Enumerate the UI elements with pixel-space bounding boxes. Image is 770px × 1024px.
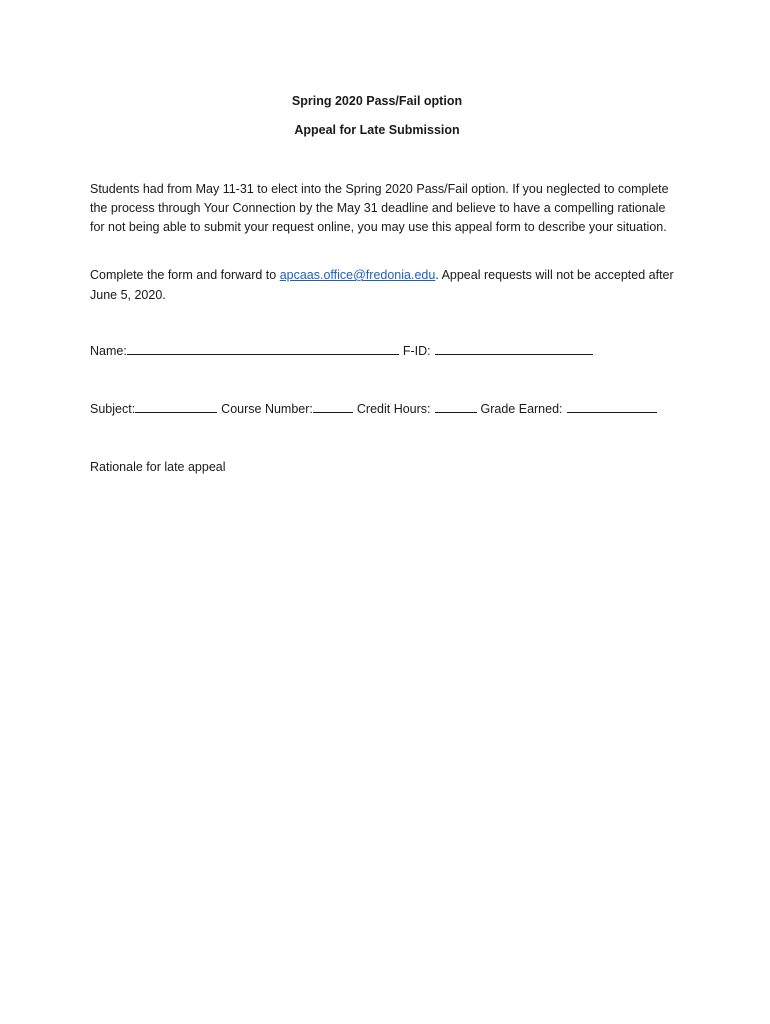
name-label: Name: [90, 344, 127, 358]
course-info-row [90, 401, 657, 416]
instructions-paragraph: Students had from May 11-31 to elect into the Spring 2020 Pass/Fail option. If you neglected to complete the process through Your Connection by the May 31 deadline and believe to have a compelling rationale for not being able to submit your request online, you may use this appeal form to describe your situation. [90, 182, 669, 234]
document-subtitle: Appeal for Late Submission [294, 123, 460, 137]
rationale-label: Rationale for late appeal [90, 460, 226, 474]
course-number-field[interactable] [313, 401, 353, 413]
document-title: Spring 2020 Pass/Fail option [291, 94, 463, 108]
grade-earned-label: Grade Earned: [480, 402, 563, 416]
email-link[interactable]: apcaas.office@fredonia.edu [279, 268, 436, 282]
credit-hours-field[interactable] [435, 401, 477, 413]
fid-label: F-ID: [402, 344, 431, 358]
submission-paragraph [90, 265, 680, 305]
grade-earned-field[interactable] [567, 401, 657, 413]
name-field[interactable] [127, 343, 399, 355]
subject-field[interactable] [135, 401, 217, 413]
credit-hours-label: Credit Hours: [356, 402, 431, 416]
submission-text-before: Complete the form and forward to [90, 268, 280, 282]
name-fid-row [90, 343, 593, 358]
course-number-label: Course Number: [221, 402, 313, 416]
fid-field[interactable] [435, 343, 593, 355]
submission-text-after: . Appeal requests will not be accepted after June 5, 2020. [90, 268, 674, 302]
subject-label: Subject: [90, 402, 136, 416]
